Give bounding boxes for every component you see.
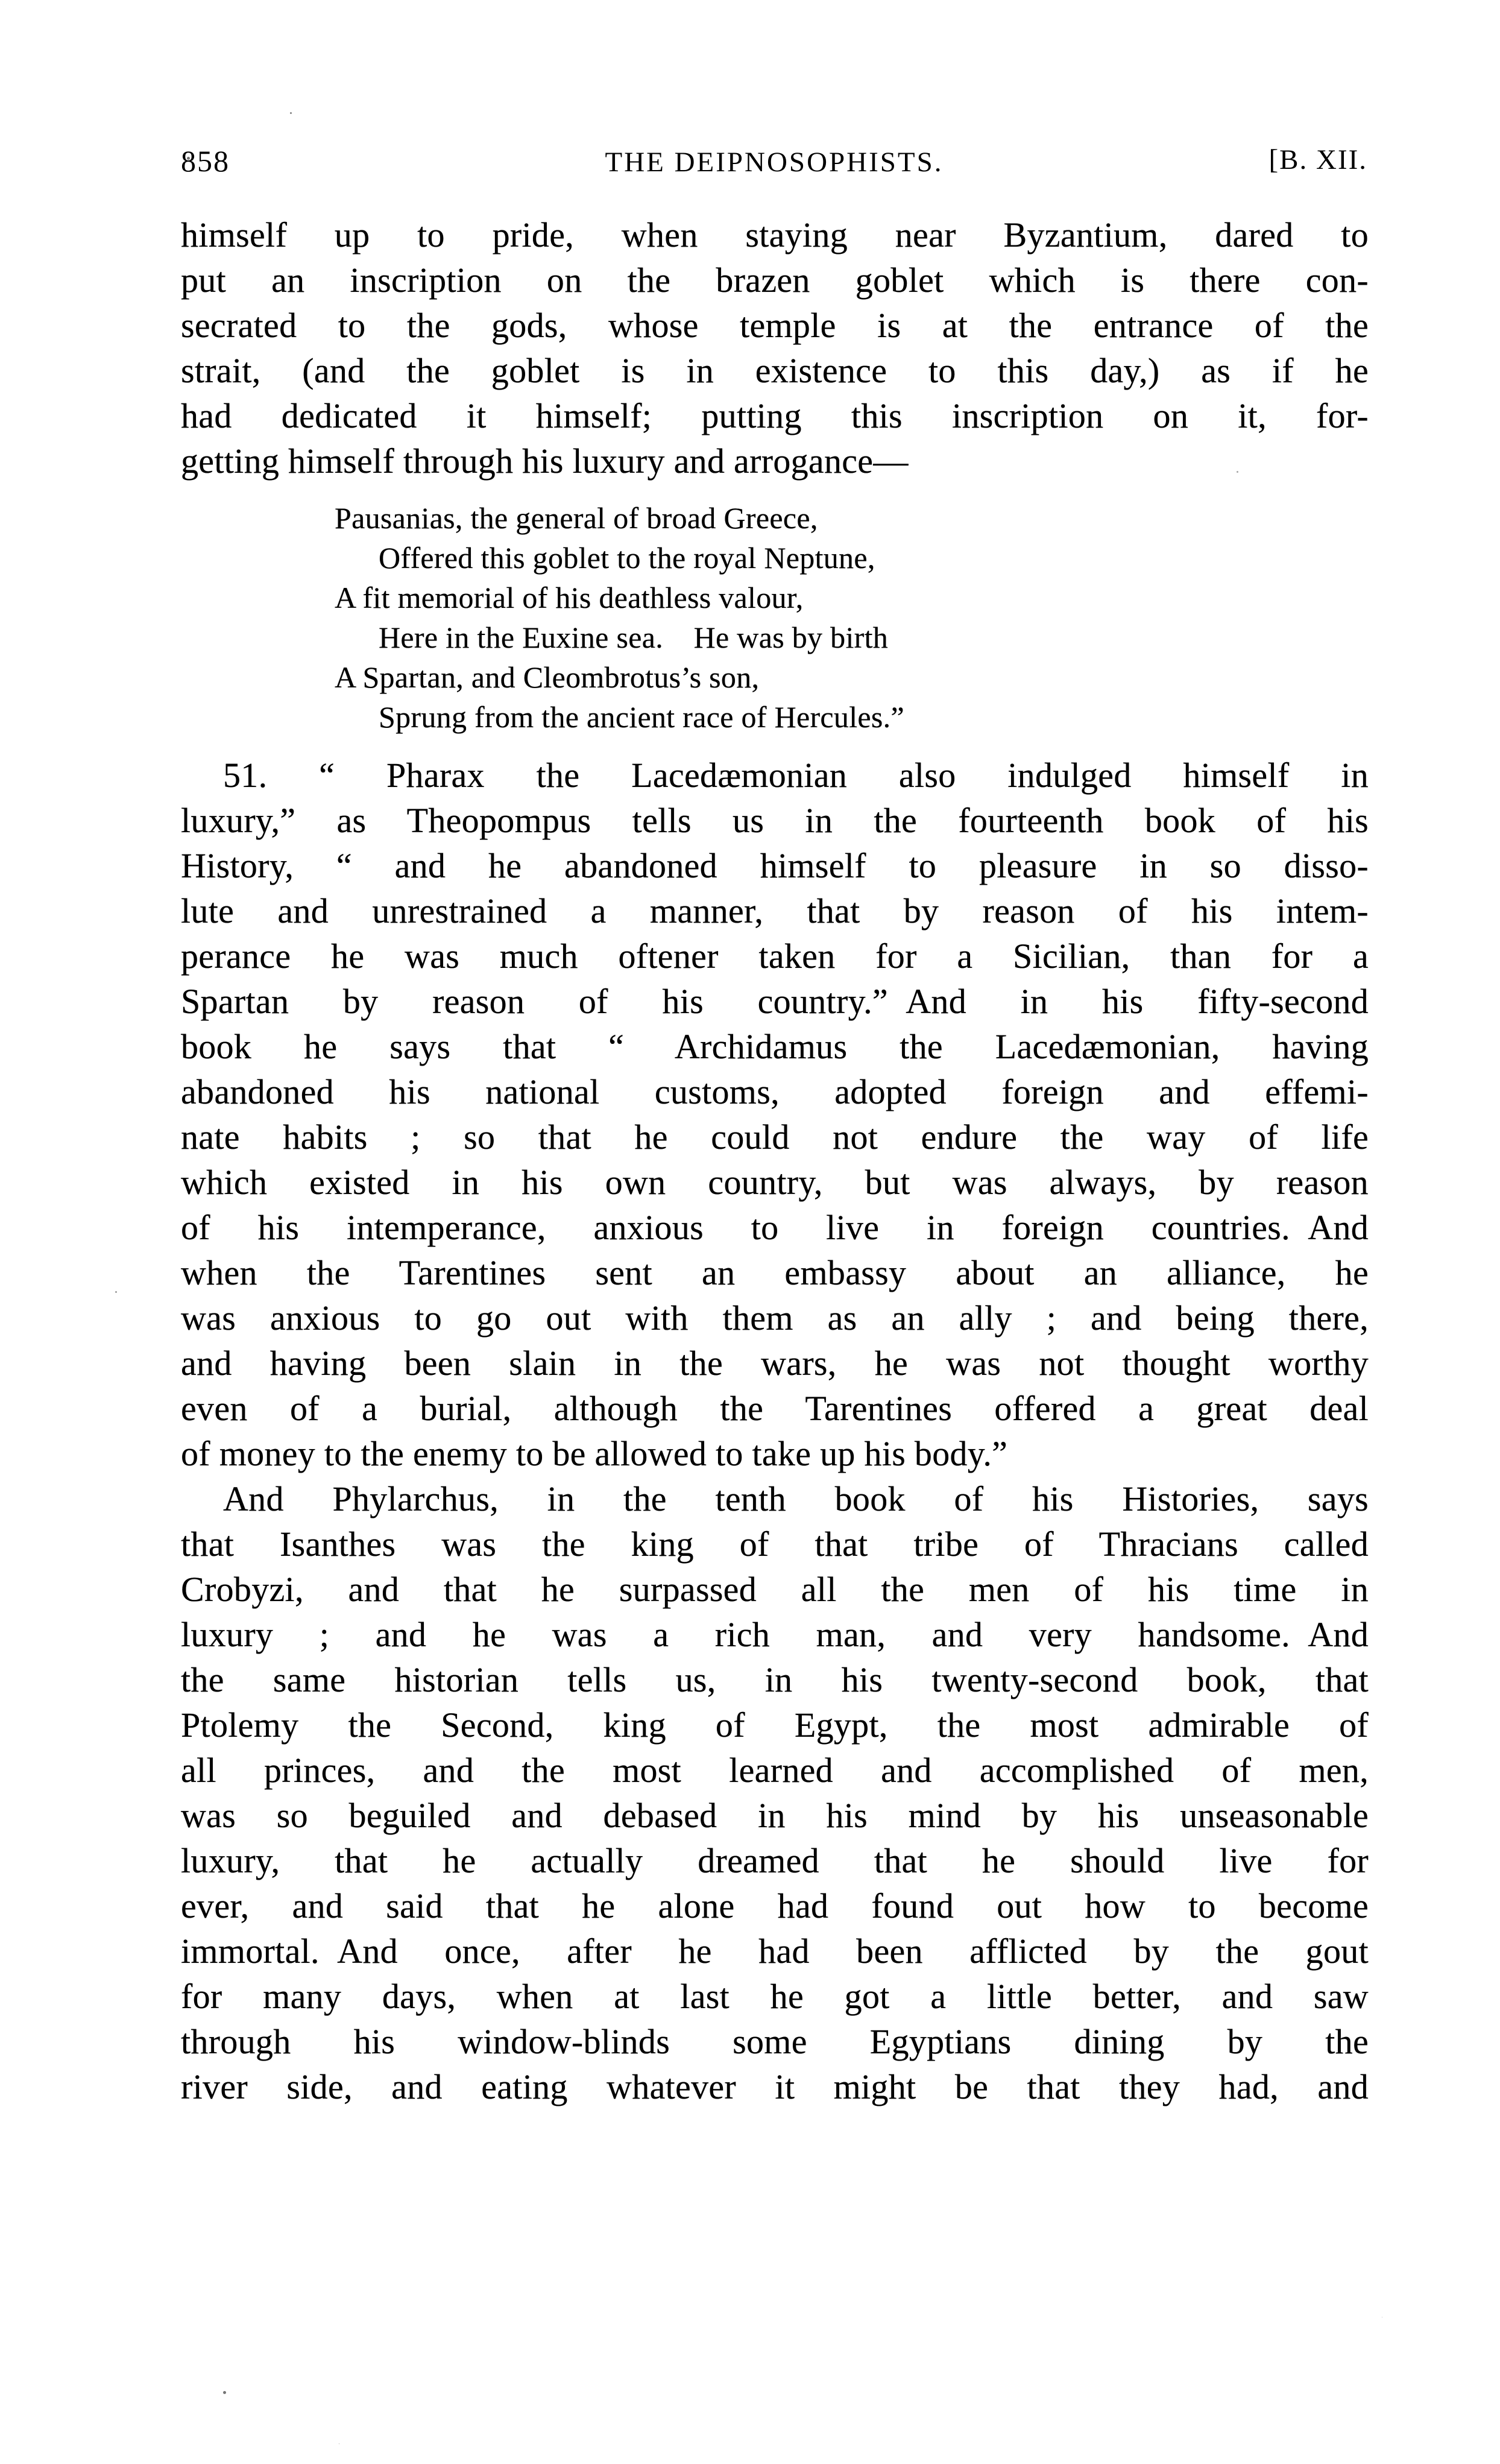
text-line: and having been slain in the wars, he was not thought worthy xyxy=(181,1344,1369,1383)
text-line: lute and unrestrained a manner, that by reason of his intem- xyxy=(181,891,1369,930)
text-line: through his window-blinds some Egyptians dining by the xyxy=(181,2022,1369,2061)
text-line: Ptolemy the Second, king of Egypt, the most admirable of xyxy=(181,1705,1369,1745)
text-line: getting himself through his luxury and arrogance— xyxy=(181,441,909,481)
text-line: all princes, and the most learned and accomplished of men, xyxy=(181,1751,1369,1790)
text-line: nate habits ; so that he could not endure the way of life xyxy=(181,1117,1369,1157)
text-line: of money to the enemy to be allowed to take up his body.” xyxy=(181,1434,1008,1473)
text-line: book he says that “ Archidamus the Lacedæmonian, having xyxy=(181,1027,1369,1066)
text-line: for many days, when at last he got a little better, and saw xyxy=(181,1977,1369,2016)
page-body xyxy=(181,212,1369,2109)
text-line: abandoned his national customs, adopted foreign and effemi- xyxy=(181,1072,1369,1111)
page-header xyxy=(181,144,1367,192)
text-line: luxury, that he actually dreamed that he should live for xyxy=(181,1841,1369,1880)
running-title: THE DEIPNOSOPHISTS. xyxy=(605,147,944,178)
verse-line: Sprung from the ancient race of Hercules.” xyxy=(379,700,904,734)
text-line: 51. “ Pharax the Lacedæmonian also indulged himself in xyxy=(223,756,1369,795)
text-line: perance he was much oftener taken for a Sicilian, than for a xyxy=(181,937,1369,976)
text-line: was anxious to go out with them as an ally ; and being there, xyxy=(181,1298,1369,1338)
text-line: the same historian tells us, in his twenty-second book, that xyxy=(181,1660,1369,1699)
verse-line: A fit memorial of his deathless valour, xyxy=(335,581,804,614)
book-reference: [B. XII. xyxy=(1268,144,1367,175)
paragraph xyxy=(181,753,1369,1476)
text-line: when the Tarentines sent an embassy about an alliance, he xyxy=(181,1253,1369,1292)
text-line: put an inscription on the brazen goblet which is there con- xyxy=(181,261,1369,300)
text-line: that Isanthes was the king of that tribe of Thracians called xyxy=(181,1524,1369,1564)
text-line: himself up to pride, when staying near Byzantium, dared to xyxy=(181,215,1369,254)
text-line: immortal. And once, after he had been afflicted by the gout xyxy=(181,1932,1369,1971)
text-line: luxury,” as Theopompus tells us in the fourteenth book of his xyxy=(181,801,1369,840)
text-line: had dedicated it himself; putting this inscription on it, for- xyxy=(181,396,1369,435)
verse-line: Here in the Euxine sea. He was by birth xyxy=(379,621,889,654)
text-line: of his intemperance, anxious to live in foreign countries. And xyxy=(181,1208,1369,1247)
text-line: luxury ; and he was a rich man, and very handsome. And xyxy=(181,1615,1369,1654)
text-line: was so beguiled and debased in his mind by his unseasonable xyxy=(181,1796,1369,1835)
text-line: secrated to the gods, whose temple is at the entrance of the xyxy=(181,306,1369,345)
text-line: Crobyzi, and that he surpassed all the men of his time in xyxy=(181,1570,1369,1609)
text-line: ever, and said that he alone had found out how to become xyxy=(181,1886,1369,1925)
text-line: And Phylarchus, in the tenth book of his Histories, says xyxy=(223,1479,1369,1518)
verse-line: Offered this goblet to the royal Neptune, xyxy=(379,541,875,575)
text-line: History, “ and he abandoned himself to pleasure in so disso- xyxy=(181,846,1369,885)
text-line: river side, and eating whatever it might be that they had, and xyxy=(181,2067,1369,2106)
text-line: strait, (and the goblet is in existence to this day,) as if he xyxy=(181,351,1369,390)
verse-block xyxy=(181,498,1369,737)
text-line: Spartan by reason of his country.” And in his fifty-second xyxy=(181,982,1369,1021)
text-line: even of a burial, although the Tarentines offered a great deal xyxy=(181,1389,1369,1428)
paragraph xyxy=(181,1476,1369,2109)
page-number: 858 xyxy=(181,144,230,178)
paragraph xyxy=(181,212,1369,484)
verse-line: Pausanias, the general of broad Greece, xyxy=(335,501,818,535)
verse-line: A Spartan, and Cleombrotus’s son, xyxy=(335,660,760,694)
text-line: which existed in his own country, but was always, by reason xyxy=(181,1163,1369,1202)
